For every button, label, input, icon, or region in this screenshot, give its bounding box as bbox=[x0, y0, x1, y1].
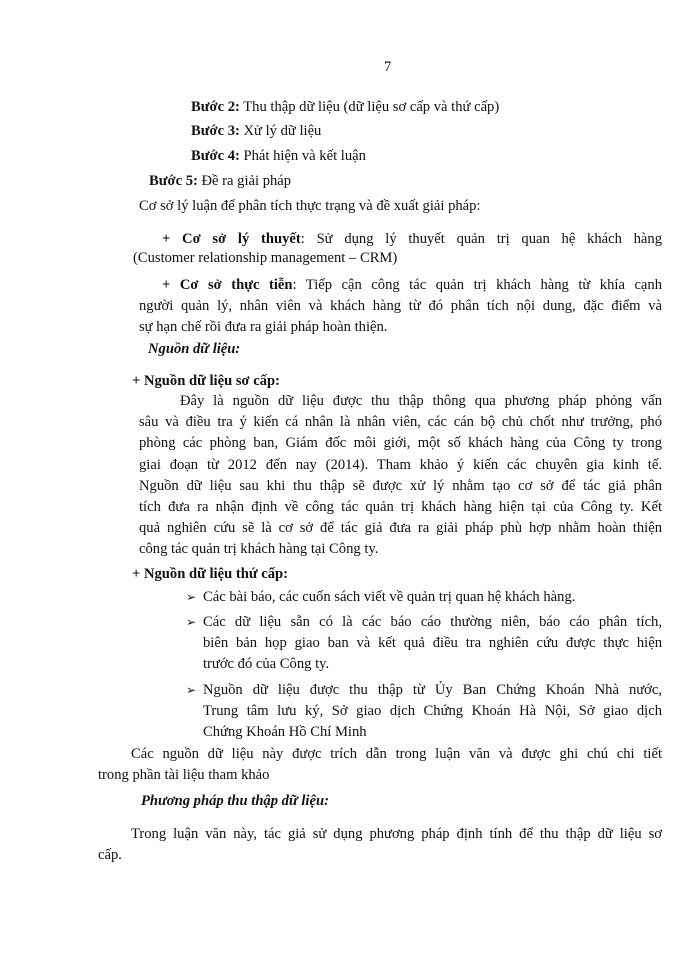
citation-note-line: trong phần tài liệu tham khảo bbox=[98, 767, 270, 783]
step-text: Xử lý dữ liệu bbox=[239, 123, 322, 139]
secondary-bullet-line: Trung tâm lưu ký, Sở giao dịch Chứng Khoán Hà Nội, Sở giao dịch bbox=[203, 703, 662, 719]
step-5 bbox=[149, 172, 291, 190]
primary-line: quả nghiên cứu sẽ là cơ sở để tác giả đưa ra giải pháp phù hợp nhằm hoàn thiện bbox=[139, 520, 662, 536]
step-3 bbox=[191, 122, 321, 140]
theory-label: + Cơ sở lý thuyết bbox=[162, 231, 301, 247]
step-text: Thu thập dữ liệu (dữ liệu sơ cấp và thứ cấp) bbox=[239, 99, 500, 115]
primary-line: Nguồn dữ liệu sau khi thu thập sẽ được xử lý nhằm tạo cơ sở để tác giả phân bbox=[139, 478, 662, 494]
primary-line: Đây là nguồn dữ liệu được thu thập thông qua phương pháp phỏng vấn bbox=[180, 393, 662, 409]
step-label: Bước 3: bbox=[191, 123, 240, 139]
step-label: Bước 4: bbox=[191, 148, 240, 164]
step-label: Bước 5: bbox=[149, 173, 198, 189]
arrow-bullet-icon: ➢ bbox=[186, 590, 197, 604]
method-heading: Phương pháp thu thập dữ liệu: bbox=[141, 793, 329, 809]
data-source-heading: Nguồn dữ liệu: bbox=[148, 341, 241, 357]
practice-line-2: người quản lý, nhân viên và khách hàng từ đó phân tích nội dung, đặc điểm và bbox=[139, 298, 662, 314]
practice-text: : Tiếp cận công tác quản trị khách hàng từ khía cạnh bbox=[292, 277, 662, 293]
secondary-source-heading: + Nguồn dữ liệu thứ cấp: bbox=[132, 566, 288, 582]
primary-source-heading: + Nguồn dữ liệu sơ cấp: bbox=[132, 373, 281, 389]
practice-line-3: sự hạn chế rồi đưa ra giải pháp hoàn thiện. bbox=[139, 319, 388, 335]
step-4 bbox=[191, 147, 366, 165]
arrow-bullet-icon: ➢ bbox=[186, 615, 197, 629]
secondary-bullet-line: biên bản họp giao ban và kết quả điều tra nghiên cứu được thực hiện bbox=[203, 635, 662, 651]
practice-line-1 bbox=[162, 276, 662, 294]
practice-label: + Cơ sở thực tiễn bbox=[162, 277, 293, 293]
basis-intro: Cơ sở lý luận để phân tích thực trạng và đề xuất giải pháp: bbox=[139, 198, 481, 214]
step-text: Phát hiện và kết luận bbox=[239, 148, 366, 164]
primary-line: sâu và điều tra ý kiến cá nhân là nhân viên, các cán bộ chủ chốt như trưởng, phó bbox=[139, 414, 662, 430]
secondary-bullet-line: Các dữ liệu sẵn có là các báo cáo thường niên, báo cáo phân tích, bbox=[203, 614, 662, 630]
page-number: 7 bbox=[384, 59, 392, 75]
secondary-bullet-line: Nguồn dữ liệu được thu thập từ Ủy Ban Chứng Khoán Nhà nước, bbox=[203, 682, 662, 698]
primary-line: giai đoạn từ 2012 đến nay (2014). Tham khảo ý kiến các chuyên gia kinh tế. bbox=[139, 457, 662, 473]
method-text-line: Trong luận văn này, tác giả sử dụng phương pháp định tính để thu thập dữ liệu sơ bbox=[131, 826, 662, 842]
secondary-bullet-line: Các bài báo, các cuốn sách viết về quản trị quan hệ khách hàng. bbox=[203, 589, 576, 605]
primary-line: phòng các phòng ban, Giám đốc môi giới, một số khách hàng của Công ty trong bbox=[139, 435, 662, 451]
step-text: Đề ra giải pháp bbox=[197, 173, 292, 189]
theory-line-2: (Customer relationship management – CRM) bbox=[133, 250, 398, 266]
step-2 bbox=[191, 98, 499, 116]
arrow-bullet-icon: ➢ bbox=[186, 683, 197, 697]
citation-note-line: Các nguồn dữ liệu này được trích dẫn trong luận văn và được ghi chú chi tiết bbox=[131, 746, 662, 762]
theory-text: : Sử dụng lý thuyết quản trị quan hệ khách hàng bbox=[300, 231, 662, 247]
primary-line: tích đưa ra nhận định về công tác quản trị khách hàng hiện tại của Công ty. Kết bbox=[139, 499, 662, 515]
method-text-line: cấp. bbox=[98, 847, 122, 863]
theory-line-1 bbox=[162, 230, 662, 248]
secondary-bullet-line: Chứng Khoán Hồ Chí Minh bbox=[203, 724, 367, 740]
step-label: Bước 2: bbox=[191, 99, 240, 115]
primary-line: công tác quản trị khách hàng tại Công ty. bbox=[139, 541, 379, 557]
secondary-bullet-line: trước đó của Công ty. bbox=[203, 656, 330, 672]
